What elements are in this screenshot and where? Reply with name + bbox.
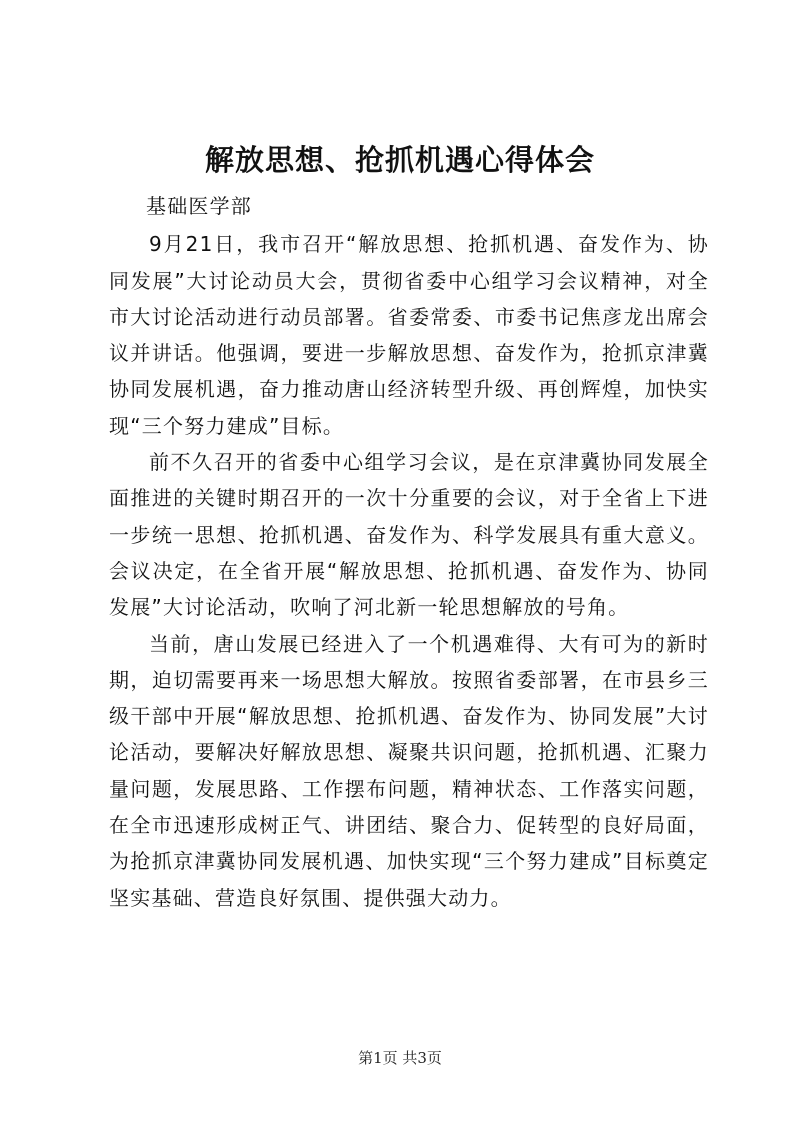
- paragraph-1: 9月21日，我市召开“解放思想、抢抓机遇、奋发作为、协同发展”大讨论动员大会，贯彻省委中心组学习会议精神，对全市大讨论活动进行动员部署。省委常委、市委书记焦彦龙出席会议并讲话。他强调，要进一步解放思想、奋发作为，抢抓京津冀协同发展机遇，奋力推动唐山经济转型升级、再创辉煌，加快实现“三个努力建成”目标。: [109, 232, 709, 438]
- department-line: 基础医学部: [146, 194, 252, 218]
- page-number-footer: 第1页 共3页: [358, 1049, 442, 1067]
- paragraph-3: 当前，唐山发展已经进入了一个机遇难得、大有可为的新时期，迫切需要再来一场思想大解放。按照省委部署，在市县乡三级干部中开展“解放思想、抢抓机遇、奋发作为、协同发展”大讨论活动，要解决好解放思想、凝聚共识问题，抢抓机遇、汇聚力量问题，发展思路、工作摆布问题，精神状态、工作落实问题，在全市迅速形成树正气、讲团结、聚合力、促转型的良好局面，为抢抓京津冀协同发展机遇、加快实现“三个努力建成”目标奠定坚实基础、营造良好氛围、提供强大动力。: [109, 631, 709, 910]
- document-title: 解放思想、抢抓机遇心得体会: [204, 143, 595, 177]
- document-body: [109, 188, 709, 916]
- paragraph-2: 前不久召开的省委中心组学习会议，是在京津冀协同发展全面推进的关键时期召开的一次十分重要的会议，对于全省上下进一步统一思想、抢抓机遇、奋发作为、科学发展具有重大意义。会议决定，在全省开展“解放思想、抢抓机遇、奋发作为、协同发展”大讨论活动，吹响了河北新一轮思想解放的号角。: [109, 450, 709, 620]
